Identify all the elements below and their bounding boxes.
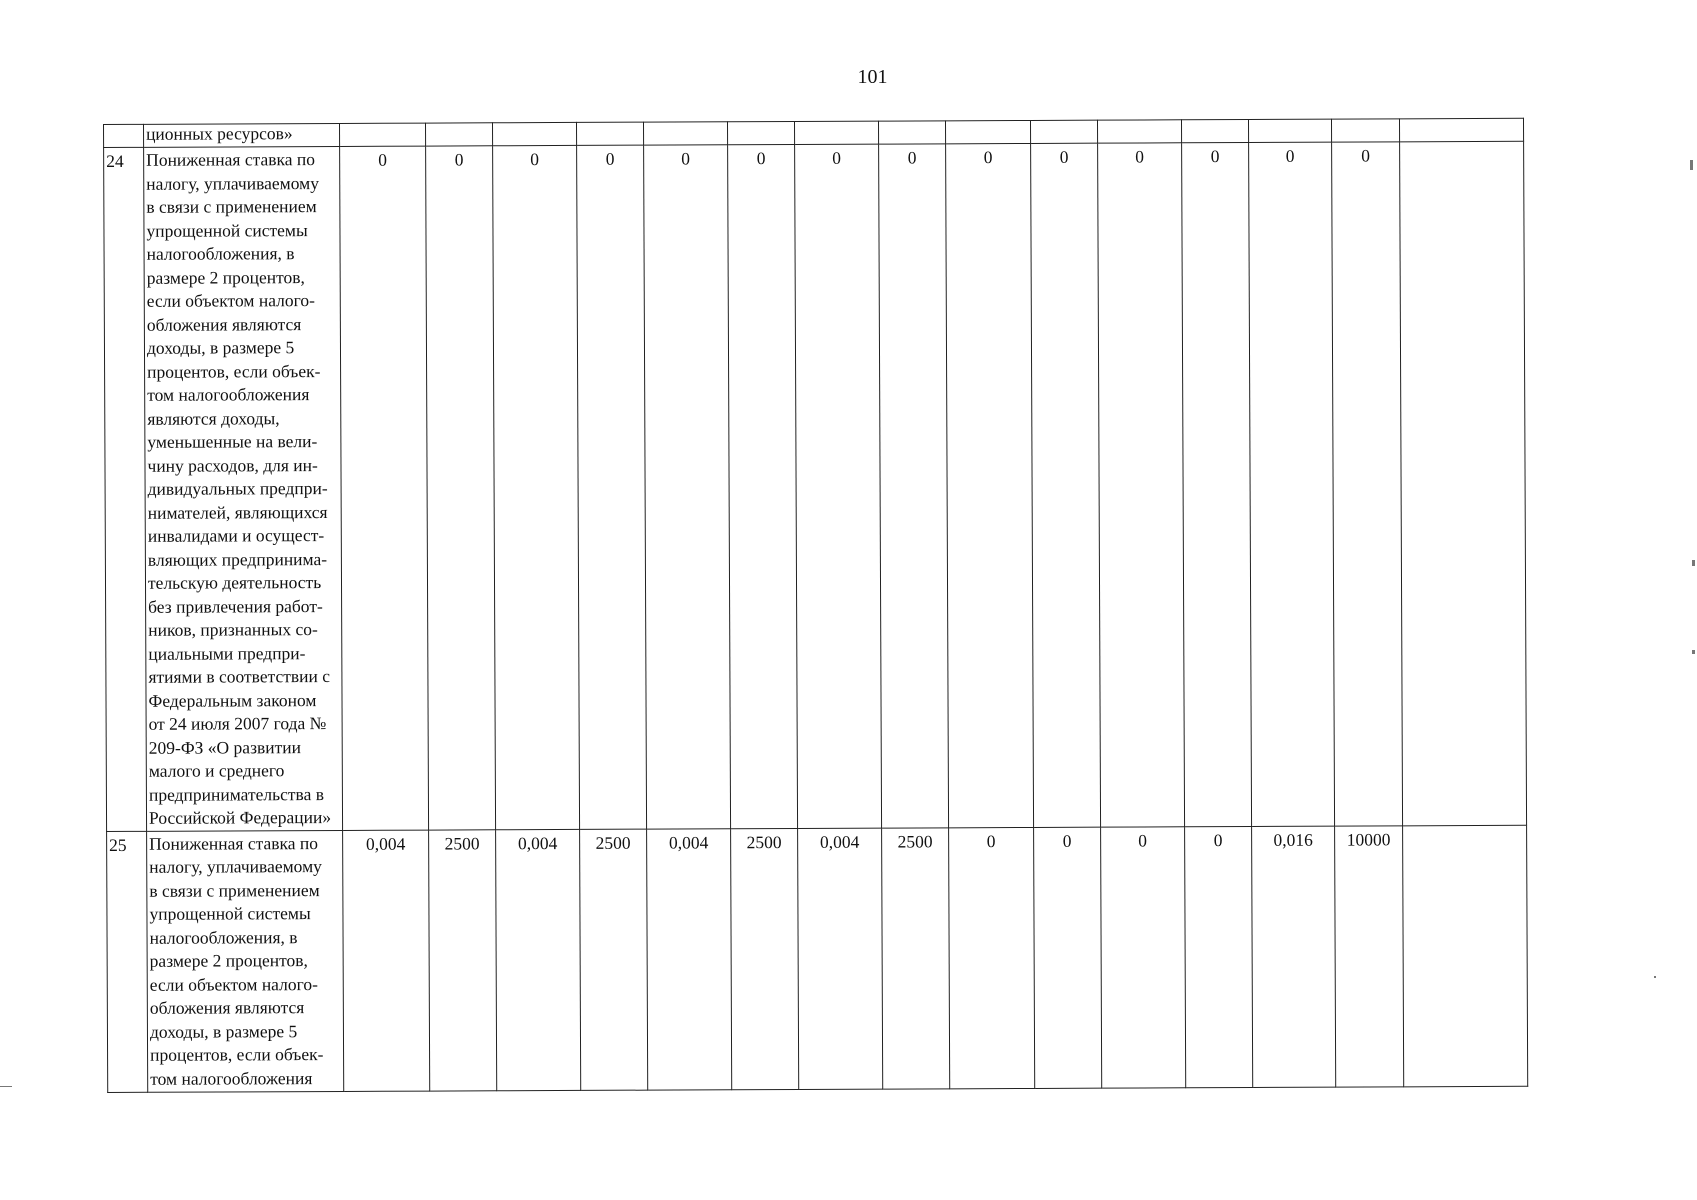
value-cell: 0: [1098, 143, 1185, 827]
value-cell: 0: [1249, 142, 1335, 826]
page-number: 101: [857, 66, 888, 88]
value-cell: [945, 120, 1030, 143]
row-number-cell: 24: [104, 147, 147, 831]
description-line: ятиями в соответствии с: [148, 666, 331, 687]
value-cell: 0,004: [496, 829, 581, 1090]
description-line: упрощенной системы: [146, 219, 308, 241]
description-line: 209-ФЗ «О развитии: [148, 736, 302, 758]
description-line: уменьшенные на вели-: [147, 431, 318, 452]
description-line: если объектом налого-: [149, 973, 318, 995]
value-cell: [1399, 118, 1523, 142]
description-line: без привлечения работ-: [148, 595, 323, 617]
description-line: налогообложения, в: [149, 926, 298, 948]
description-line: доходы, в размере 5: [149, 1020, 298, 1042]
value-cell: [339, 123, 425, 146]
value-cell: [1400, 141, 1527, 825]
description-line: ников, признанных со-: [148, 619, 318, 640]
value-cell: [1181, 120, 1248, 143]
description-line: Федеральным законом: [148, 689, 317, 711]
description-line: нимателей, являющихся: [147, 501, 328, 523]
value-cell: 2500: [429, 829, 497, 1090]
description-line: обложения являются: [149, 997, 305, 1018]
table-row-25: [107, 825, 1528, 1092]
description-line: предпринимательства в: [148, 783, 324, 805]
value-cell: 0: [644, 145, 731, 829]
value-cell: 0,004: [647, 828, 732, 1089]
scan-speck: [1654, 976, 1656, 978]
description-line: размере 2 процентов,: [146, 266, 305, 288]
value-cell: [727, 121, 794, 144]
scan-speck: [0, 1086, 12, 1087]
description-line: Пониженная ставка по: [149, 832, 319, 854]
description-line: инвалидами и осущест-: [147, 525, 325, 546]
description-line: если объектом налого-: [146, 290, 315, 311]
value-cell: 0: [340, 146, 429, 830]
value-cell: 0,016: [1252, 826, 1336, 1087]
value-cell: 0: [426, 146, 496, 830]
value-cell: 0: [577, 145, 647, 829]
description-line: циальными предпри-: [148, 642, 306, 664]
row-description-cell: [147, 830, 344, 1092]
value-cell: 0: [1031, 143, 1101, 827]
value-cell: 0,004: [343, 830, 430, 1091]
value-cell: 10000: [1335, 825, 1404, 1086]
description-line: в связи с применением: [146, 196, 317, 217]
description-line: в связи с применением: [149, 879, 320, 901]
table-row-24: [104, 141, 1527, 831]
data-table: [103, 118, 1528, 1093]
description-line: том налогообложения: [150, 1067, 313, 1089]
value-cell: 0: [1185, 826, 1253, 1087]
row-description-cell: [144, 146, 343, 830]
description-line: упрощенной системы: [149, 903, 311, 924]
value-cell: 0: [946, 143, 1034, 827]
value-cell: 2500: [731, 828, 799, 1089]
description-line: размере 2 процентов,: [149, 950, 308, 971]
description-line: процентов, если объек-: [150, 1044, 324, 1065]
value-cell: 0: [1101, 826, 1186, 1087]
scan-speck: [1692, 560, 1695, 566]
value-cell: 0,004: [798, 828, 883, 1089]
description-line: налогообложения, в: [146, 243, 295, 264]
description-line: дивидуальных предпри-: [147, 478, 328, 499]
description-line: чину расходов, для ин-: [147, 454, 318, 476]
value-cell: 0: [1182, 143, 1252, 827]
value-cell: 2500: [882, 827, 950, 1088]
description-line: от 24 июля 2007 года №: [148, 713, 327, 734]
description-line: том налогообложения: [147, 384, 310, 405]
scan-speck: [1690, 160, 1693, 170]
description-line: налогу, уплачиваемому: [149, 856, 322, 877]
value-cell: 0: [1332, 142, 1403, 826]
value-cell: [1403, 825, 1528, 1087]
description-line: процентов, если объек-: [147, 360, 321, 382]
description-line: являются доходы,: [147, 407, 280, 429]
description-line: налогу, уплачиваемому: [146, 172, 319, 194]
description-line: тельскую деятельность: [147, 572, 322, 593]
value-cell: [878, 121, 945, 144]
value-cell: 0: [949, 827, 1035, 1088]
description-line: доходы, в размере 5: [146, 337, 295, 358]
value-cell: [1248, 119, 1331, 142]
value-cell: 0: [879, 144, 949, 828]
description-line: ционных ресурсов»: [145, 123, 293, 144]
value-cell: 2500: [580, 829, 648, 1090]
value-cell: [576, 122, 643, 145]
value-cell: [794, 121, 878, 144]
row-description-cell: [144, 123, 340, 147]
description-line: Российской Федерации»: [148, 807, 332, 828]
value-cell: 0: [795, 144, 882, 828]
value-cell: 0: [728, 144, 798, 828]
value-cell: [492, 122, 576, 145]
value-cell: [425, 123, 492, 146]
value-cell: [1331, 119, 1399, 142]
row-number-cell: [104, 124, 144, 147]
value-cell: 0: [493, 145, 580, 829]
description-line: обложения являются: [146, 313, 302, 335]
description-line: Пониженная ставка по: [146, 149, 316, 170]
description-line: малого и среднего: [148, 760, 285, 781]
value-cell: [643, 122, 727, 145]
scan-speck: [1692, 650, 1695, 654]
value-cell: [1030, 120, 1097, 143]
description-line: вляющих предпринима-: [147, 548, 328, 570]
value-cell: [1097, 120, 1181, 143]
value-cell: 0: [1034, 827, 1102, 1088]
row-number-cell: 25: [107, 831, 148, 1092]
